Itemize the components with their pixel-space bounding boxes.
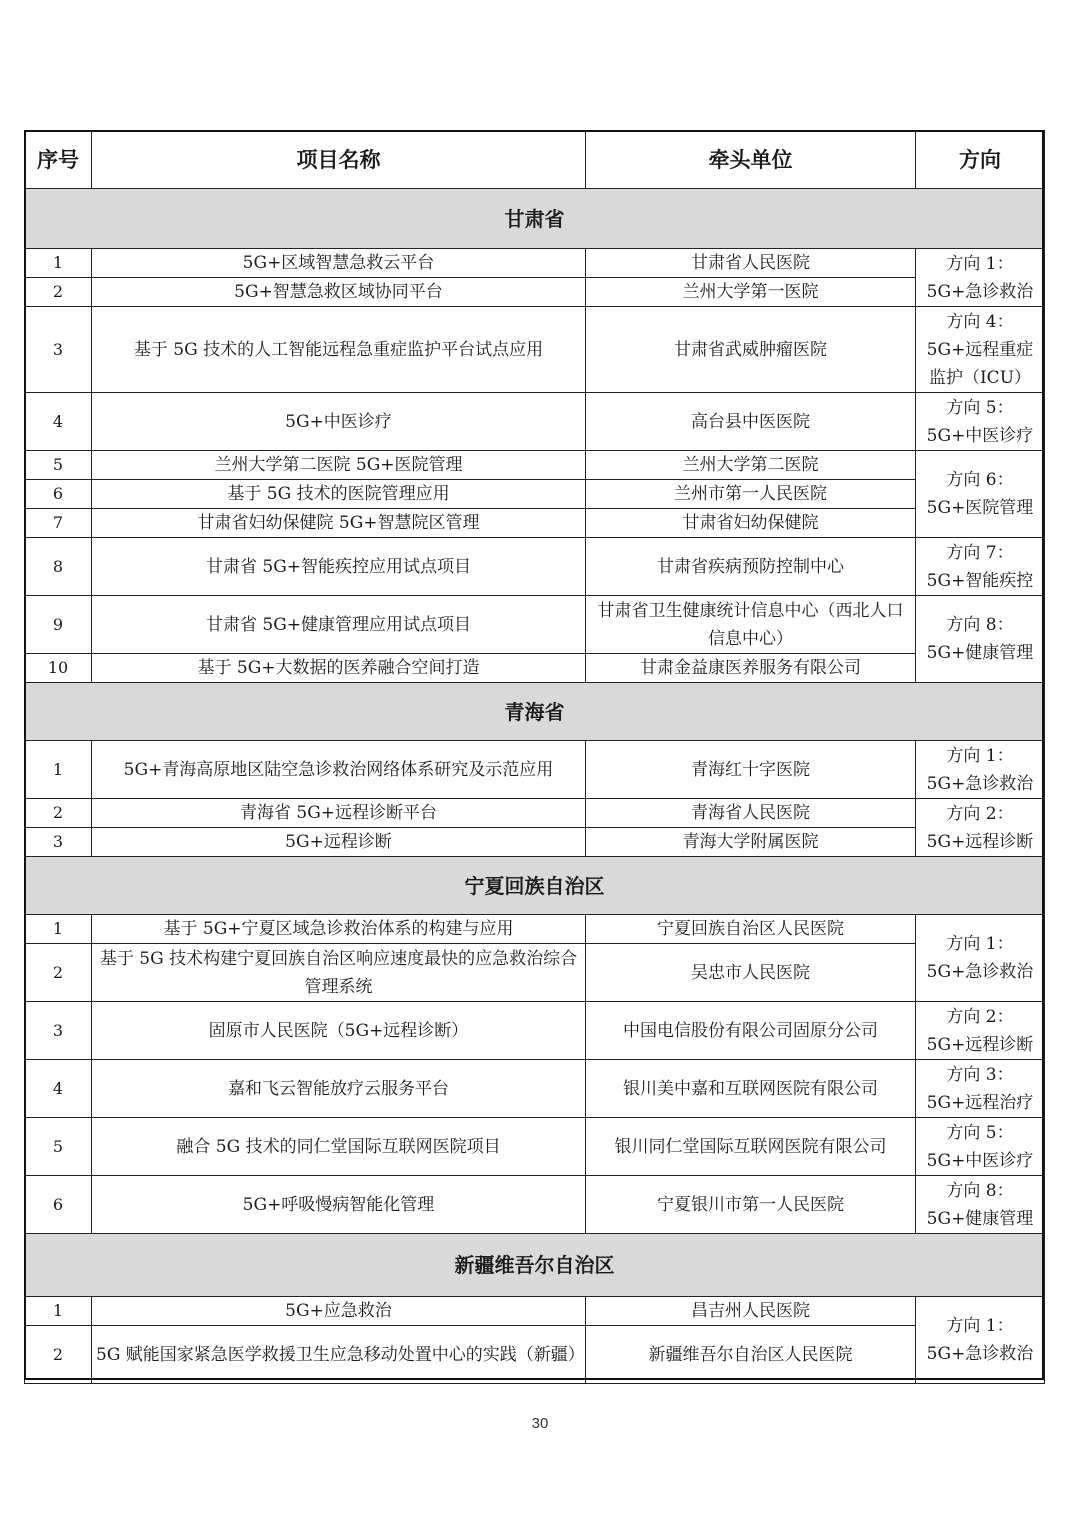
row-name: 青海省 5G+远程诊断平台	[92, 799, 586, 828]
row-name: 5G 赋能国家紧急医学救援卫生应急移动处置中心的实践（新疆）	[92, 1326, 586, 1384]
row-direction: 方向 1：5G+急诊救治	[916, 249, 1045, 307]
row-direction: 方向 1：5G+急诊救治	[916, 915, 1045, 1002]
row-unit: 兰州大学第一医院	[586, 278, 916, 307]
table-row	[25, 1002, 1045, 1060]
row-unit: 中国电信股份有限公司固原分公司	[586, 1002, 916, 1060]
table-row	[25, 278, 1045, 307]
row-name: 基于 5G 技术构建宁夏回族自治区响应速度最快的应急救治综合管理系统	[92, 944, 586, 1002]
row-name: 5G+智慧急救区域协同平台	[92, 278, 586, 307]
table-row	[25, 480, 1045, 509]
row-num: 2	[25, 278, 92, 307]
row-name: 基于 5G+大数据的医养融合空间打造	[92, 654, 586, 683]
header-name: 项目名称	[92, 131, 586, 189]
row-unit: 宁夏回族自治区人民医院	[586, 915, 916, 944]
row-num: 2	[25, 799, 92, 828]
row-direction: 方向 1：5G+急诊救治	[916, 741, 1045, 799]
row-name: 5G+青海高原地区陆空急诊救治网络体系研究及示范应用	[92, 741, 586, 799]
row-direction: 方向 8：5G+健康管理	[916, 596, 1045, 683]
row-direction: 方向 7：5G+智能疾控	[916, 538, 1045, 596]
row-unit: 吴忠市人民医院	[586, 944, 916, 1002]
table-row	[25, 828, 1045, 857]
row-name: 嘉和飞云智能放疗云服务平台	[92, 1060, 586, 1118]
row-name: 5G+远程诊断	[92, 828, 586, 857]
row-num: 4	[25, 1060, 92, 1118]
row-unit: 青海大学附属医院	[586, 828, 916, 857]
row-num: 2	[25, 944, 92, 1002]
row-num: 3	[25, 828, 92, 857]
section-row-gansu	[25, 189, 1045, 249]
table-row	[25, 1176, 1045, 1234]
row-num: 1	[25, 249, 92, 278]
page-number: 30	[531, 1415, 549, 1432]
row-unit: 新疆维吾尔自治区人民医院	[586, 1326, 916, 1384]
table-row	[25, 307, 1045, 393]
row-num: 6	[25, 1176, 92, 1234]
section-title: 宁夏回族自治区	[25, 857, 1045, 915]
row-num: 7	[25, 509, 92, 538]
row-unit: 银川美中嘉和互联网医院有限公司	[586, 1060, 916, 1118]
row-direction: 方向 3：5G+远程治疗	[916, 1060, 1045, 1118]
header-unit: 牵头单位	[586, 131, 916, 189]
section-title: 新疆维吾尔自治区	[25, 1234, 1045, 1297]
table-row	[25, 1118, 1045, 1176]
section-row-xinjiang	[25, 1234, 1045, 1297]
row-name: 基于 5G 技术的人工智能远程急重症监护平台试点应用	[92, 307, 586, 393]
row-num: 6	[25, 480, 92, 509]
row-name: 5G+应急救治	[92, 1297, 586, 1326]
row-num: 4	[25, 393, 92, 451]
section-row-qinghai	[25, 683, 1045, 741]
table-row	[25, 509, 1045, 538]
row-name: 5G+呼吸慢病智能化管理	[92, 1176, 586, 1234]
row-num: 8	[25, 538, 92, 596]
row-unit: 甘肃金益康医养服务有限公司	[586, 654, 916, 683]
row-num: 1	[25, 1297, 92, 1326]
table-row	[25, 249, 1045, 278]
header-row	[25, 131, 1045, 189]
table-row	[25, 1326, 1045, 1384]
row-unit: 甘肃省人民医院	[586, 249, 916, 278]
row-num: 3	[25, 307, 92, 393]
row-num: 1	[25, 915, 92, 944]
row-unit: 宁夏银川市第一人民医院	[586, 1176, 916, 1234]
table-row	[25, 654, 1045, 683]
table-row	[25, 915, 1045, 944]
header-direction: 方向	[916, 131, 1045, 189]
row-num: 2	[25, 1326, 92, 1384]
row-direction: 方向 8：5G+健康管理	[916, 1176, 1045, 1234]
row-name: 甘肃省 5G+智能疾控应用试点项目	[92, 538, 586, 596]
row-unit: 甘肃省疾病预防控制中心	[586, 538, 916, 596]
row-direction: 方向 2：5G+远程诊断	[916, 799, 1045, 857]
row-num: 3	[25, 1002, 92, 1060]
row-name: 基于 5G 技术的医院管理应用	[92, 480, 586, 509]
row-unit: 兰州市第一人民医院	[586, 480, 916, 509]
row-unit: 甘肃省武威肿瘤医院	[586, 307, 916, 393]
row-unit: 兰州大学第二医院	[586, 451, 916, 480]
section-title: 青海省	[25, 683, 1045, 741]
row-name: 甘肃省妇幼保健院 5G+智慧院区管理	[92, 509, 586, 538]
row-name: 兰州大学第二医院 5G+医院管理	[92, 451, 586, 480]
table-row	[25, 1060, 1045, 1118]
table-row	[25, 393, 1045, 451]
row-unit: 青海红十字医院	[586, 741, 916, 799]
row-direction: 方向 2：5G+远程诊断	[916, 1002, 1045, 1060]
table-row	[25, 538, 1045, 596]
row-num: 9	[25, 596, 92, 654]
project-table	[24, 130, 1045, 1384]
row-direction: 方向 5：5G+中医诊疗	[916, 393, 1045, 451]
row-direction: 方向 4：5G+远程重症监护（ICU）	[916, 307, 1045, 393]
row-name: 5G+区域智慧急救云平台	[92, 249, 586, 278]
row-name: 基于 5G+宁夏区域急诊救治体系的构建与应用	[92, 915, 586, 944]
row-num: 1	[25, 741, 92, 799]
row-name: 固原市人民医院（5G+远程诊断）	[92, 1002, 586, 1060]
row-unit: 银川同仁堂国际互联网医院有限公司	[586, 1118, 916, 1176]
table-row	[25, 451, 1045, 480]
row-direction: 方向 5：5G+中医诊疗	[916, 1118, 1045, 1176]
section-row-ningxia	[25, 857, 1045, 915]
row-name: 5G+中医诊疗	[92, 393, 586, 451]
row-unit: 高台县中医医院	[586, 393, 916, 451]
row-num: 5	[25, 1118, 92, 1176]
row-direction: 方向 1：5G+急诊救治	[916, 1297, 1045, 1384]
row-name: 甘肃省 5G+健康管理应用试点项目	[92, 596, 586, 654]
row-num: 10	[25, 654, 92, 683]
header-num: 序号	[25, 131, 92, 189]
row-direction: 方向 6：5G+医院管理	[916, 451, 1045, 538]
row-unit: 昌吉州人民医院	[586, 1297, 916, 1326]
row-num: 5	[25, 451, 92, 480]
table-row	[25, 596, 1045, 654]
row-unit: 甘肃省妇幼保健院	[586, 509, 916, 538]
row-name: 融合 5G 技术的同仁堂国际互联网医院项目	[92, 1118, 586, 1176]
section-title: 甘肃省	[25, 189, 1045, 249]
table-row	[25, 741, 1045, 799]
table-row	[25, 1297, 1045, 1326]
row-unit: 甘肃省卫生健康统计信息中心（西北人口信息中心）	[586, 596, 916, 654]
table-row	[25, 799, 1045, 828]
row-unit: 青海省人民医院	[586, 799, 916, 828]
table-row	[25, 944, 1045, 1002]
